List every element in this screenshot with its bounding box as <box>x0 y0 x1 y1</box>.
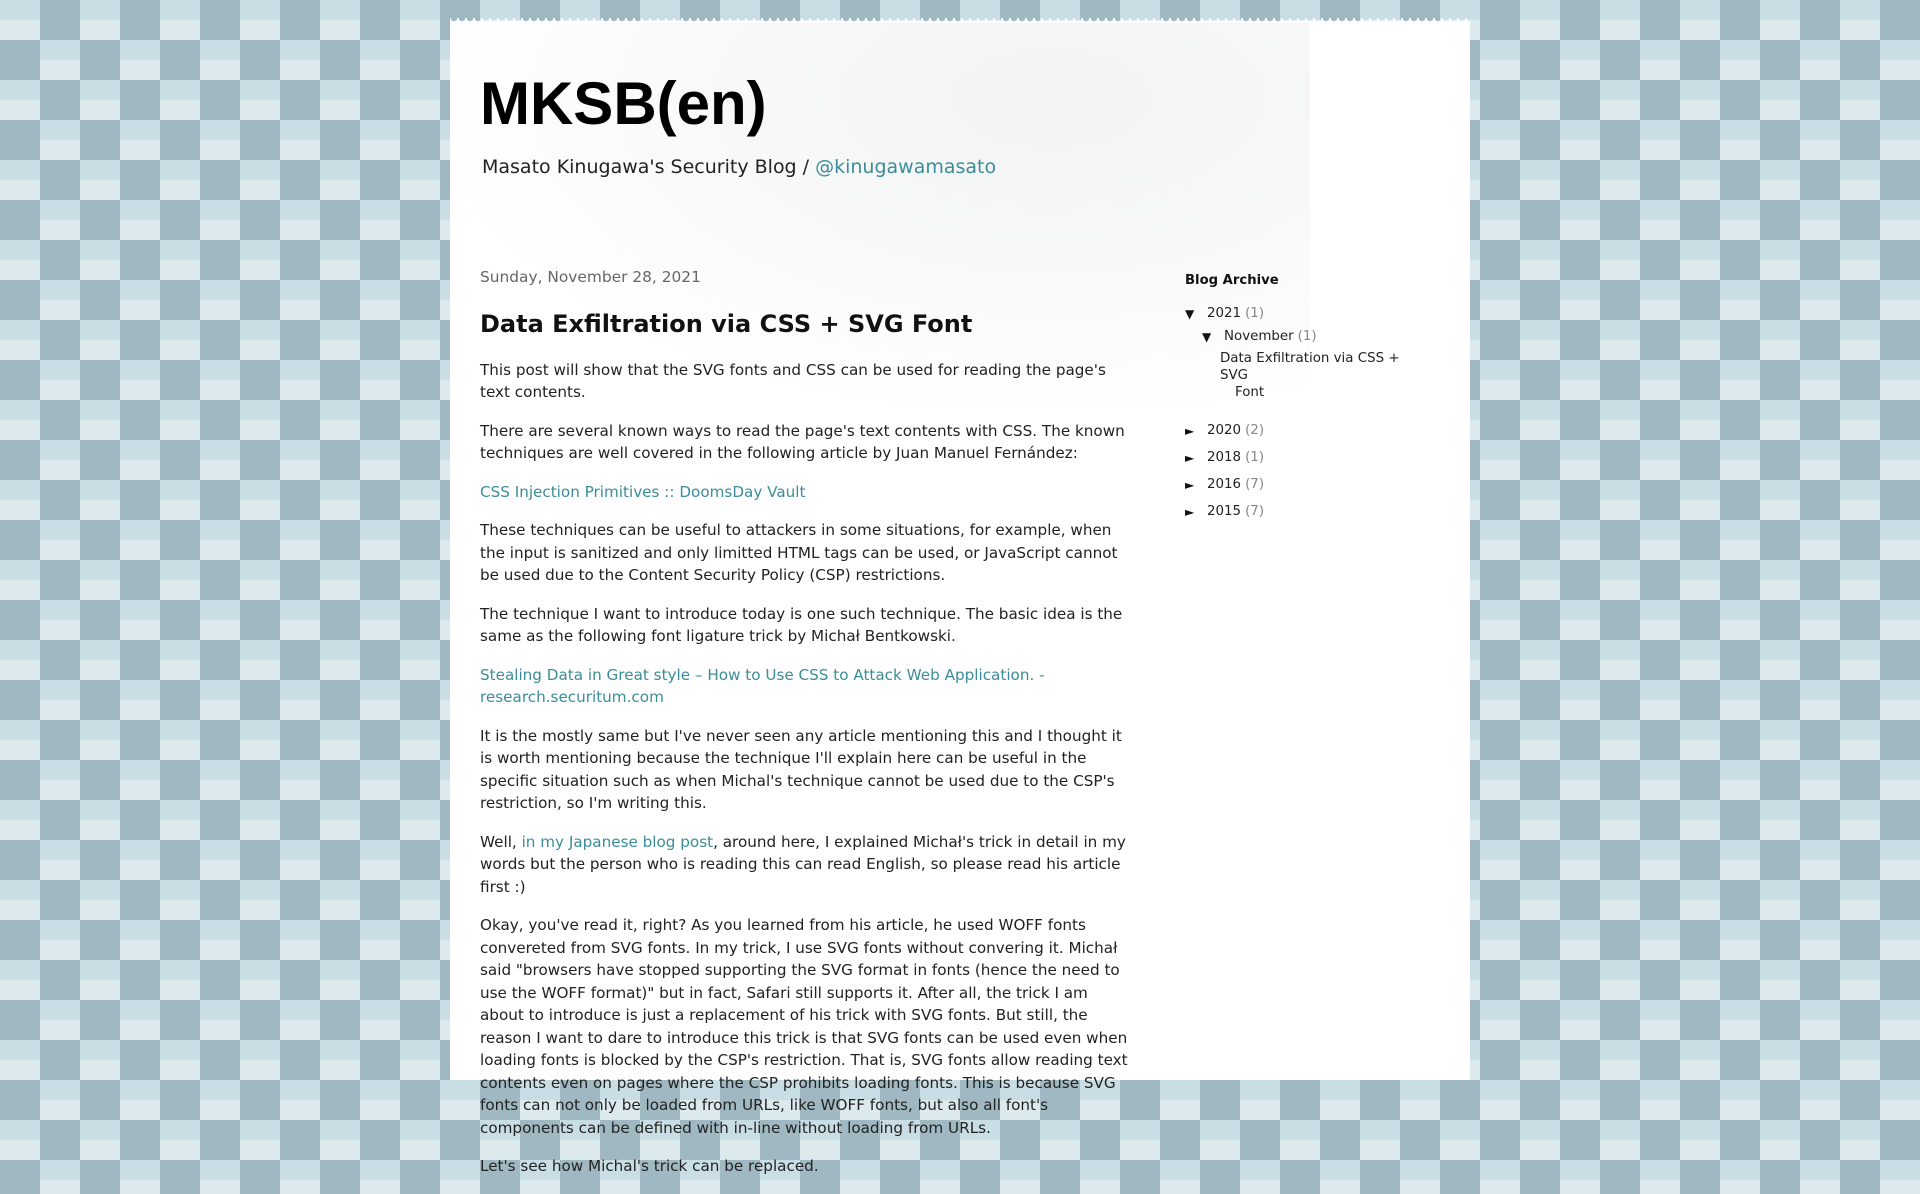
archive-year-link[interactable]: 2018 <box>1207 450 1242 465</box>
post-paragraph-2: There are several known ways to read the page's text contents with CSS. The known techniques are well covered in the following article by Juan Manuel Fernández: <box>480 421 1125 462</box>
archive-year-link[interactable]: 2016 <box>1207 477 1242 492</box>
collapse-toggle-icon[interactable]: ▼ <box>1185 306 1195 321</box>
expand-toggle-icon[interactable]: ► <box>1185 477 1195 492</box>
archive-count: (7) <box>1245 504 1265 519</box>
blog-archive-heading: Blog Archive <box>1185 273 1279 288</box>
archive-month-november <box>1185 325 1445 348</box>
archive-post-link[interactable] <box>1185 350 1420 401</box>
post-link-paragraph-1 <box>480 481 1136 504</box>
archive-year-link[interactable]: 2020 <box>1207 423 1242 438</box>
japanese-blog-post-link[interactable]: in my Japanese blog post <box>521 832 714 851</box>
blog-title[interactable]: MKSB(en) <box>480 70 767 137</box>
archive-year-2015 <box>1185 500 1445 523</box>
archive-count: (1) <box>1245 450 1265 465</box>
archive-count: (7) <box>1245 477 1265 492</box>
post-paragraph-1: This post will show that the SVG fonts and CSS can be used for reading the page's text contents. <box>480 360 1106 401</box>
blog-page <box>450 23 1470 1175</box>
post-column <box>480 266 1136 1194</box>
blog-header <box>480 68 996 178</box>
archive-count: (2) <box>1245 423 1265 438</box>
twitter-handle-link[interactable]: @kinugawamasato <box>815 156 997 178</box>
post-paragraph-3: These techniques can be useful to attackers in some situations, for example, when the input is sanitized and only limitted HTML tags can be used, or JavaScript cannot be used due to the Content Security Policy (CSP) restrictions. <box>480 521 1118 584</box>
post-paragraph-6-end: , around here, I explained Michał's trick in detail in my words but the person who is reading this can read English, so please read his article first :) <box>480 832 1126 896</box>
archive-year-2020 <box>1185 419 1445 442</box>
post-date: Sunday, November 28, 2021 <box>480 268 701 286</box>
expand-toggle-icon[interactable]: ► <box>1185 450 1195 465</box>
archive-year-link[interactable]: 2015 <box>1207 504 1242 519</box>
archive-year-link[interactable]: 2021 <box>1207 306 1242 321</box>
post-paragraph-5: It is the mostly same but I've never seen any article mentioning this and I thought it is worth mentioning because the technique I'll explain here can be useful in the specific situation such as when Michal's technique cannot be used due to the CSP's restriction, so I'm writing this. <box>480 726 1122 812</box>
archive-year-2016 <box>1185 473 1445 496</box>
post-paragraph-6-start: Well, <box>480 832 522 851</box>
expand-toggle-icon[interactable]: ► <box>1185 423 1195 438</box>
archive-count: (1) <box>1297 329 1317 344</box>
post-paragraph-4: The technique I want to introduce today is one such technique. The basic idea is the same as the following font ligature trick by Michał Bentkowski. <box>480 604 1123 645</box>
archive-post-title-line1: Data Exfiltration via CSS + SVG <box>1220 351 1400 383</box>
archive-year-2018 <box>1185 446 1445 469</box>
stealing-data-link[interactable]: Stealing Data in Great style – How to Use CSS to Attack Web Application. - research.securitum.com <box>480 665 1045 706</box>
archive-post-title-line2: Font <box>1235 385 1265 400</box>
expand-toggle-icon[interactable]: ► <box>1185 504 1195 519</box>
post-paragraph-7: Okay, you've read it, right? As you learned from his article, he used WOFF fonts convereted from SVG fonts. In my trick, I use SVG fonts without convering it. Michał said "browsers have stopped supporting the SVG format in fonts (hence the need to use the WOFF format)" but in fact, Safari still supports it. After all, the trick I am about to introduce is just a replacement of his trick with SVG fonts. But still, the reason I want to dare to introduce this trick is that SVG fonts can be used even when loading fonts is blocked by the CSP's restriction. That is, SVG fonts allow reading text contents even on pages where the CSP prohibits loading fonts. This is because SVG fonts can not only be loaded from URLs, like WOFF fonts, but also all font's components can be defined with in-line without loading from URLs. <box>480 916 1128 1137</box>
post-link-paragraph-2 <box>480 664 1136 709</box>
collapse-toggle-icon[interactable]: ▼ <box>1202 329 1212 344</box>
post-title[interactable]: Data Exfiltration via CSS + SVG Font <box>480 309 973 338</box>
blog-description <box>482 156 996 178</box>
post-paragraph-6 <box>480 831 1136 899</box>
post-paragraph-8: Let's see how Michal's trick can be replaced. <box>480 1157 819 1175</box>
archive-year-2021 <box>1185 302 1445 325</box>
sidebar <box>1185 273 1445 523</box>
blog-description-text: Masato Kinugawa's Security Blog / <box>482 156 816 178</box>
archive-month-link[interactable]: November <box>1224 329 1294 344</box>
css-injection-primitives-link[interactable]: CSS Injection Primitives :: DoomsDay Vault <box>480 482 806 501</box>
archive-count: (1) <box>1245 306 1265 321</box>
